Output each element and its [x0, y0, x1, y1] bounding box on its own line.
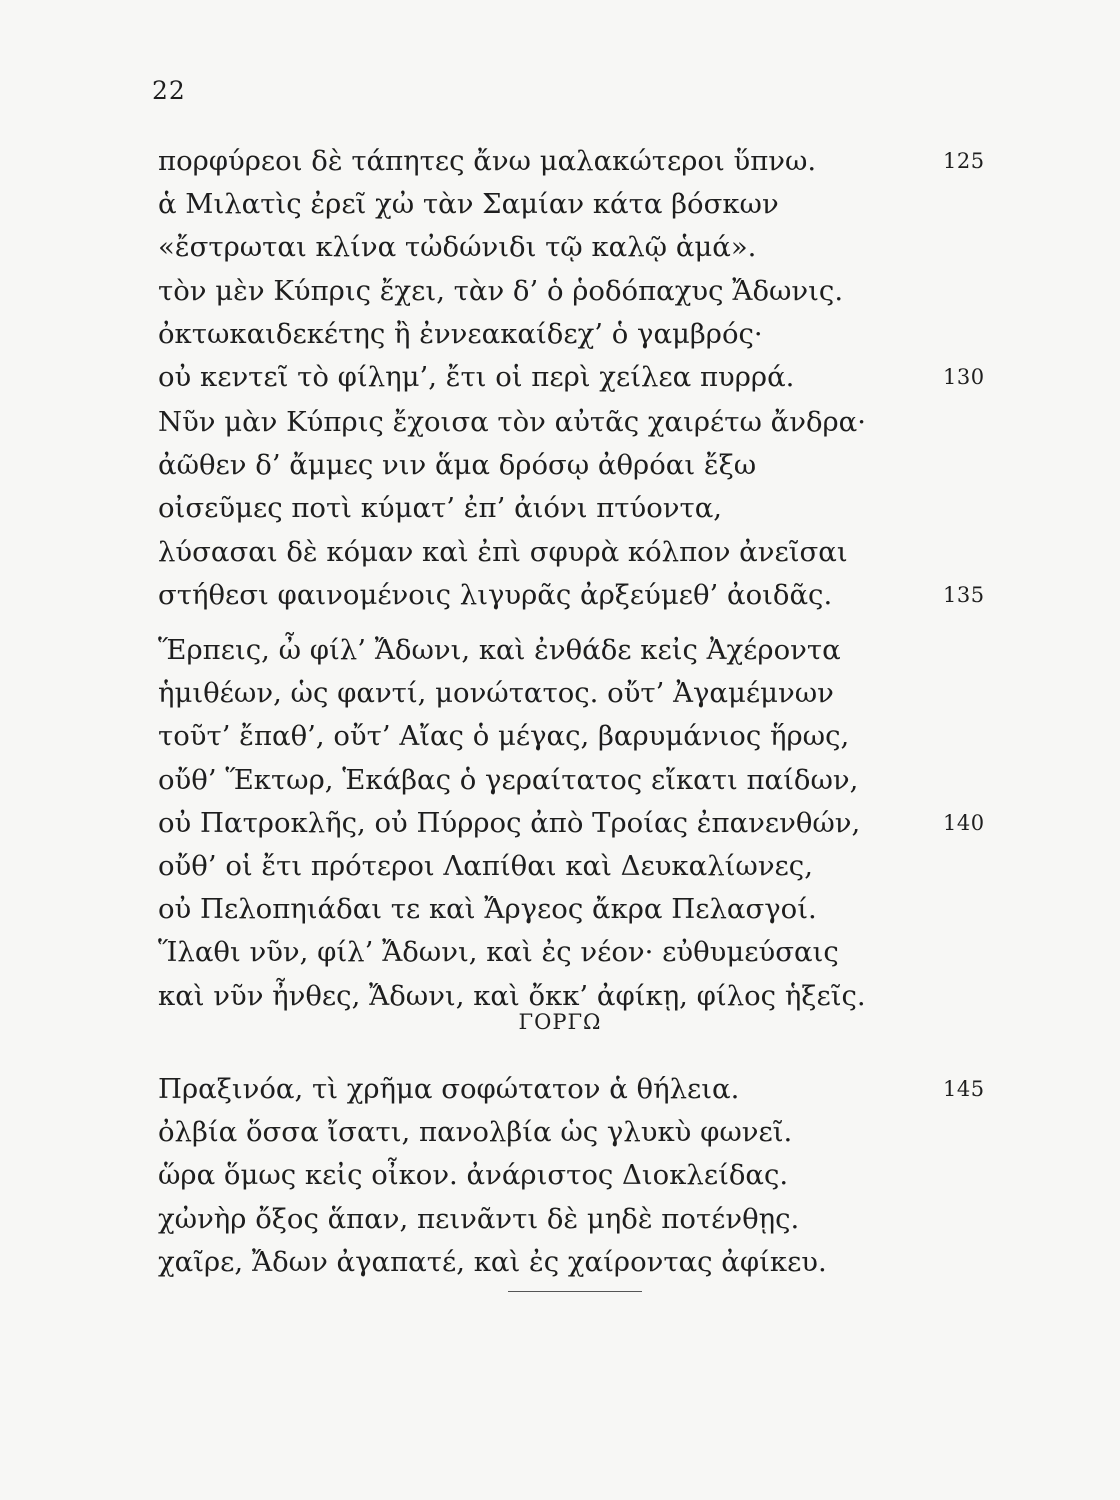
verse-line — [158, 715, 958, 758]
end-rule — [508, 1291, 642, 1292]
verse-text: ὥρα ὅμως κεἰς οἶκον. ἀνάριστος Διοκλείδας. — [158, 1159, 789, 1192]
verse-line — [158, 629, 958, 672]
verse-line — [158, 888, 958, 931]
line-number: 135 — [943, 582, 985, 607]
verse-line — [158, 1068, 985, 1111]
verse-text: Νῦν μὰν Κύπρις ἔχοισα τὸν αὐτᾶς χαιρέτω ἄνδρα· — [158, 406, 866, 438]
verse-text: Ἵλαθι νῦν, φίλ’ Ἄδωνι, καὶ ἐς νέον· εὐθυμεύσαις — [158, 936, 839, 969]
verse-text: οὔθ’ Ἕκτωρ, Ἑκάβας ὁ γεραίτατος εἴκατι παίδων, — [158, 763, 859, 796]
verse-line — [158, 401, 958, 444]
stanza-3 — [158, 629, 985, 1018]
verse-line — [158, 226, 958, 269]
verse-text: ἁ Μιλατὶς ἐρεῖ χὠ τὰν Σαμίαν κάτα βόσκων — [158, 188, 779, 221]
verse-text: οὔθ’ οἱ ἔτι πρότεροι Λαπίθαι καὶ Δευκαλίωνες, — [158, 849, 813, 882]
verse-text: καὶ νῦν ἦνθες, Ἄδωνι, καὶ ὄκκ’ ἀφίκῃ, φίλος ἡξεῖς. — [158, 979, 866, 1012]
speaker-heading: ΓΟΡΓΩ — [518, 1010, 602, 1034]
verse-text: τοῦτ’ ἔπαθ’, οὔτ’ Αἴας ὁ μέγας, βαρυμάνιος ἥρως, — [158, 720, 850, 753]
verse-text: Ἕρπεις, ὦ φίλ’ Ἄδωνι, καὶ ἐνθάδε κεἰς Ἀχέροντα — [158, 634, 841, 666]
verse-line — [158, 802, 985, 845]
line-number: 145 — [943, 1077, 985, 1101]
verse-line — [158, 356, 985, 399]
verse-text: στήθεσι φαινομένοις λιγυρᾶς ἀρξεύμεθ’ ἀοιδᾶς. — [158, 578, 833, 611]
line-number: 140 — [943, 810, 985, 835]
verse-line — [158, 1198, 958, 1241]
verse-text: οἰσεῦμες ποτὶ κύματ’ ἐπ’ ἀιόνι πτύοντα, — [158, 492, 723, 525]
verse-line — [158, 270, 958, 313]
verse-text: λύσασαι δὲ κόμαν καὶ ἐπὶ σφυρὰ κόλπον ἀνεῖσαι — [158, 535, 848, 568]
verse-line — [158, 845, 958, 888]
verse-text: ἀῶθεν δ’ ἄμμες νιν ἅμα δρόσῳ ἀθρόαι ἔξω — [158, 449, 757, 482]
verse-line — [158, 759, 958, 802]
verse-line — [158, 672, 958, 715]
verse-text: «ἔστρωται κλίνα τὠδώνιδι τῷ καλῷ ἁμά». — [158, 231, 757, 264]
verse-line — [158, 313, 958, 356]
line-number: 125 — [943, 149, 985, 173]
verse-text: τὸν μὲν Κύπρις ἔχει, τὰν δ’ ὁ ῥοδόπαχυς Ἄδωνις. — [158, 274, 844, 307]
verse-text: χὠνὴρ ὄξος ἅπαν, πεινᾶντι δὲ μηδὲ ποτένθῃς. — [158, 1202, 800, 1235]
verse-text: οὐ κεντεῖ τὸ φίλημ’, ἔτι οἱ περὶ χείλεα πυρρά. — [158, 360, 795, 393]
verse-line — [158, 1241, 958, 1284]
stanza-2 — [158, 401, 985, 617]
verse-line — [158, 140, 985, 183]
verse-line — [158, 531, 958, 574]
stanza-1 — [158, 140, 985, 399]
verse-text: πορφύρεοι δὲ τάπητες ἄνω μαλακώτεροι ὕπνω. — [158, 145, 817, 177]
verse-line — [158, 931, 958, 974]
verse-text: ἡμιθέων, ὡς φαντί, μονώτατος. οὔτ’ Ἀγαμέμνων — [158, 677, 834, 710]
verse-text: οὐ Πατροκλῆς, οὐ Πύρρος ἀπὸ Τροίας ἐπανενθών, — [158, 806, 861, 839]
verse-text: χαῖρε, Ἄδων ἀγαπατέ, καὶ ἐς χαίροντας ἀφίκευ. — [158, 1245, 827, 1278]
verse-line — [158, 1111, 958, 1154]
verse-text: ὀλβία ὅσσα ἴσατι, πανολβία ὡς γλυκὺ φωνεῖ. — [158, 1116, 793, 1149]
verse-line — [158, 1154, 958, 1197]
verse-line — [158, 444, 958, 487]
verse-text: ὀκτωκαιδεκέτης ἢ ἐννεακαίδεχ’ ὁ γαμβρός· — [158, 317, 763, 350]
page-number: 22 — [152, 76, 186, 105]
stanza-4 — [158, 1068, 985, 1284]
verse-text: Πραξινόα, τὶ χρῆμα σοφώτατον ἁ θήλεια. — [158, 1073, 740, 1105]
line-number: 130 — [943, 364, 985, 389]
verse-text: οὐ Πελοπηιάδαι τε καὶ Ἄργεος ἄκρα Πελασγοί. — [158, 893, 817, 926]
verse-line — [158, 574, 985, 617]
verse-line — [158, 183, 958, 226]
verse-line — [158, 487, 958, 530]
